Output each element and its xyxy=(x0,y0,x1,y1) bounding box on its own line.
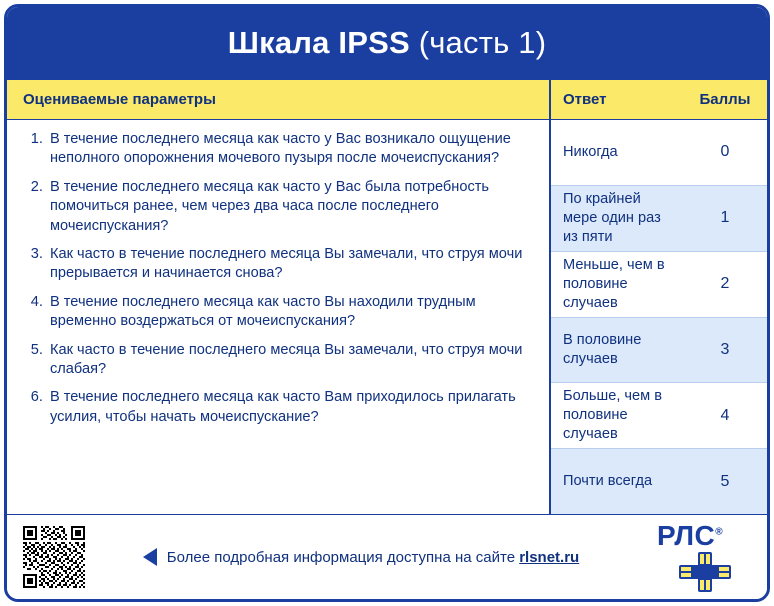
questions-column xyxy=(7,80,551,514)
answers-column xyxy=(551,80,767,514)
answer-label: Меньше, чем в половине случаев xyxy=(563,256,665,311)
list-item: 1. В течение последнего месяца как часто у Вас возникало ощущение неполного опорожнения мочевого пузыря после мочеиспускания? xyxy=(47,130,537,169)
answer-label: Больше, чем в половине случаев xyxy=(563,388,662,443)
answer-label: По крайней мере один раз из пяти xyxy=(563,190,661,245)
answers-rows xyxy=(551,120,767,514)
column-header-points: Баллы xyxy=(683,80,767,120)
cross-icon xyxy=(679,552,731,592)
answer-score: 1 xyxy=(720,209,730,227)
answer-score: 2 xyxy=(720,275,730,293)
list-item: 3. Как часто в течение последнего месяца Вы замечали, что струя мочи прерывается и начинается снова? xyxy=(47,245,537,284)
answer-score: 5 xyxy=(720,472,730,490)
page-title xyxy=(228,25,546,61)
page-title-main: Шкала IPSS xyxy=(227,25,410,60)
column-header-answer: Ответ xyxy=(551,80,683,120)
answer-score: 3 xyxy=(720,340,730,358)
table-row xyxy=(551,186,767,252)
table-row xyxy=(551,252,767,318)
ipss-card xyxy=(4,4,770,602)
triangle-left-icon xyxy=(143,548,157,566)
answer-label: В половине случаев xyxy=(563,331,642,367)
list-item: 4. В течение последнего месяца как часто Вы находили трудным временно воздержаться от мочеиспускания? xyxy=(47,293,537,332)
column-header-parameters: Оцениваемые параметры xyxy=(7,80,549,120)
list-item: 5. Как часто в течение последнего месяца Вы замечали, что струя мочи слабая? xyxy=(47,341,537,380)
rls-logo-text xyxy=(657,522,723,550)
list-item: 6. В течение последнего месяца как часто Вам приходилось прилагать усилия, чтобы начать мочеиспускание? xyxy=(47,388,537,427)
table-row xyxy=(551,383,767,449)
footer-note-label: Более подробная информация доступна на сайте xyxy=(166,548,520,566)
table-row xyxy=(551,318,767,384)
answer-score: 4 xyxy=(720,406,730,424)
card-footer xyxy=(7,515,767,599)
answer-label: Никогда xyxy=(563,143,618,160)
registered-icon: ® xyxy=(715,526,724,538)
answer-score: 0 xyxy=(720,143,730,161)
questions-list xyxy=(7,120,549,514)
ipss-table xyxy=(7,79,767,515)
site-link[interactable]: rlsnet.ru xyxy=(519,548,580,566)
page-title-part: (часть 1) xyxy=(409,25,547,60)
rls-logo xyxy=(655,520,753,594)
table-row xyxy=(551,120,767,186)
footer-note-text xyxy=(167,549,579,566)
table-row xyxy=(551,449,767,514)
answers-header-row xyxy=(551,80,767,120)
footer-note xyxy=(67,548,655,566)
answer-label: Почти всегда xyxy=(563,473,653,490)
rls-logo-letters: РЛС xyxy=(657,520,716,551)
list-item: 2. В течение последнего месяца как часто у Вас была потребность помочиться ранее, чем через два часа после последнего мочеиспускания? xyxy=(47,178,537,236)
card-header xyxy=(7,7,767,79)
